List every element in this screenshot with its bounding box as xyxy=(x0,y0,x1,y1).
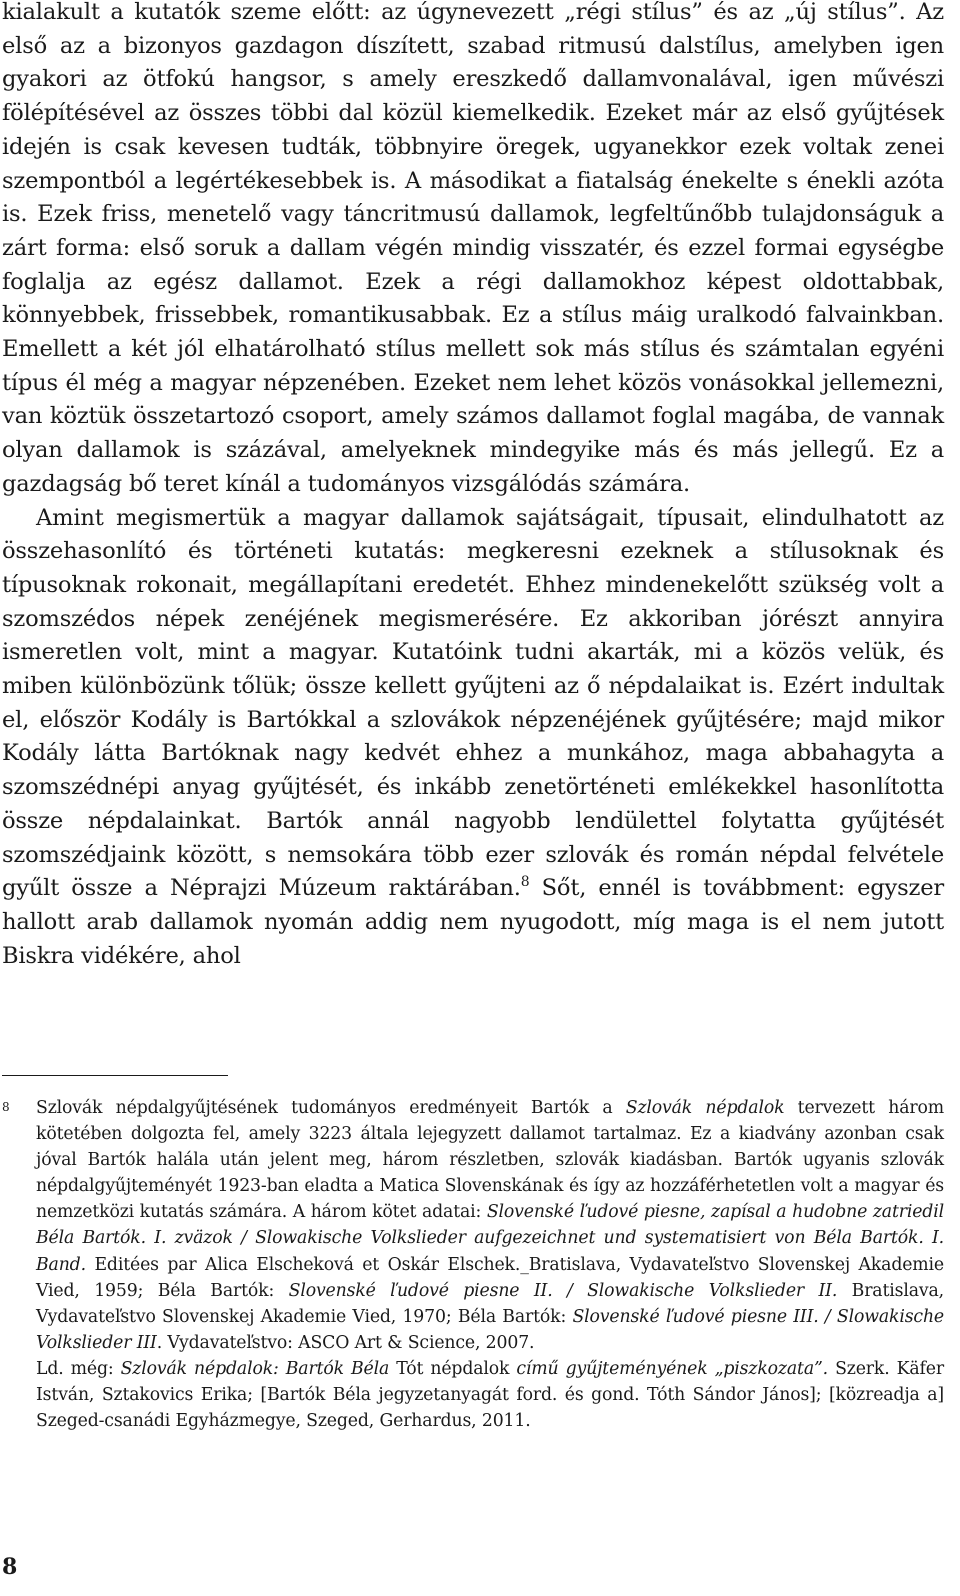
footnote-text: Tót népdalok xyxy=(389,1358,517,1379)
page-number: 8 xyxy=(2,1554,18,1580)
paragraph-2-text: Amint megismertük a magyar dallamok sajátságait, típusait, elindulhatott az összehasonlító és történeti kutatás: megkeresni ezeknek a stílusoknak és típusoknak rokonait, megállapítani eredetét. Ehhez mindenekelőtt szükség volt a szomszédos népek zenéjének megismerésére. Ez akkoriban jórészt annyira ismeretlen volt, mint a magyar. Kutatóink tudni akarták, mi a közös velük, és miben különbözünk tőlük; össze kellett gyűjteni az ő népdalaikat is. Ezért indultak el, először Kodály is Bartókkal a szlovákok népzenéjének gyűjtésére; majd mikor Kodály látta Bartóknak nagy kedvét ehhez a munkához, maga abbahagyta a szomszédnépi anyag gyűjtését, és inkább zenetörténeti emlékekkel hasonlította össze népdalainkat. Bartók annál nagyobb lendülettel folytatta gyűjtését szomszédjaink között, s nemsokára több ezer szlovák és román népdal felvétele gyűlt össze a Néprajzi Múzeum raktárában. xyxy=(2,504,944,902)
footnote-title: Szlovák népdalok: Bartók Béla xyxy=(120,1358,390,1379)
paragraph-2 xyxy=(2,502,944,974)
footnote-text: Szerk. Käfer István, Sztakovics Erika; [Bartók Béla jegyzetanyagát ford. és gond. Tóth Sándor János]; [közreadja a] Szeged-csanádi Egyházmegye, Szeged, Gerhardus, 2011. xyxy=(36,1358,944,1432)
paragraph-1: kialakult a kutatók szeme előtt: az úgynevezett „régi stílus” és az „új stílus”. Az első az a bizonyos gazdagon díszített, szabad ritmusú dalstílus, amelyben igen gyakori az ötfokú hangsor, s amely ereszkedő dallamvonalával, igen művészi fölépítésével az összes többi dal közül kiemelkedik. Ezeket már az első gyűjtések idején is csak kevesen tudták, többnyire öregek, ugyanekkor ezek voltak zenei szempontból a legértékesebbek is. A másodikat a fiatalság énekelte s énekli azóta is. Ezek friss, menetelő vagy táncritmusú dallamok, legfeltűnőbb tulajdonságuk a zárt forma: első soruk a dallam végén mindig visszatér, és ezzel formai egységbe foglalja az egész dallamot. Ezek a régi dallamokhoz képest oldottabbak, könnyebbek, frissebbek, romantikusabbak. Ez a stílus máig uralkodó falvainkban. Emellett a két jól elhatárolható stílus mellett sok más stílus és számtalan egyéni típus él még a magyar népzenében. Ezeket nem lehet közös vonásokkal jellemezni, van köztük összetartozó csoport, amely számos dallamot foglal magába, de vannak olyan dallamok is százával, amelyeknek mindegyike más és más jellegű. Ez a gazdagság bő teret kínál a tudományos vizsgálódás számára. xyxy=(2,0,944,497)
footnote-text: . Vydavateľstvo: ASCO Art & Science, 2007. xyxy=(156,1332,535,1353)
footnote-text: Szlovák népdalgyűjtésének tudományos eredményeit Bartók a xyxy=(36,1098,626,1118)
footnote-divider xyxy=(2,1075,228,1076)
paragraph-2-continuation: Sőt, ennél is továbbment: egyszer hallott arab dallamok nyomán addig nem nyugodott, míg maga is el nem jutott Biskra vidékére, ahol xyxy=(2,875,944,969)
footnote-text: Bratislava, Vydavateľstvo Slovenskej Akademie Vied, 1970; Béla Bartók: xyxy=(36,1280,944,1327)
body-text xyxy=(2,0,944,973)
footnote-marker: 8 xyxy=(2,1100,10,1114)
footnote-title: Szlovák népdalok xyxy=(625,1098,785,1118)
footnote-8 xyxy=(2,1095,944,1356)
footnote-reference[interactable]: 8 xyxy=(520,874,530,891)
footnote-title: Slovenské ľudové piesne, zapísal a hudobne zatriedil Béla Bartók. I. zväzok / Slowakische Volkslieder aufgezeichnet und systematisiert von Béla Bartók. I. Band. xyxy=(36,1202,944,1275)
footnote-8-continued xyxy=(2,1356,944,1434)
footnote-title: című gyűjteményének „piszkozata”. xyxy=(516,1358,829,1379)
footnote-text: Ld. még: xyxy=(36,1358,121,1379)
footnote-title: Slovenské ľudové piesne II. / Slowakische Volkslieder II. xyxy=(288,1280,838,1301)
footnote-text: Editées par Alica Elscheková et Oskár Elschek._Bratislava, Vydavateľstvo Slovenskej Akademie Vied, 1959; Béla Bartók: xyxy=(36,1254,944,1301)
footnotes xyxy=(2,1095,944,1434)
footnote-title: Slovenské ľudové piesne III. / Slowakische Volkslieder III xyxy=(36,1306,944,1353)
footnote-text: tervezett három kötetében dolgozta fel, amely 3223 általa lejegyzett dallamot tartalmaz. Ez a kiadvány azonban csak jóval Bartók halála után jelent meg, három részletben, szlovák kiadásban. Bartók ugyanis szlovák népdalgyűjteményét 1923-ban eladta a Matica Slovenskának és így az hozzáférhetetlen volt a magyar és nemzetközi kutatás számára. A három kötet adatai: xyxy=(36,1098,944,1223)
